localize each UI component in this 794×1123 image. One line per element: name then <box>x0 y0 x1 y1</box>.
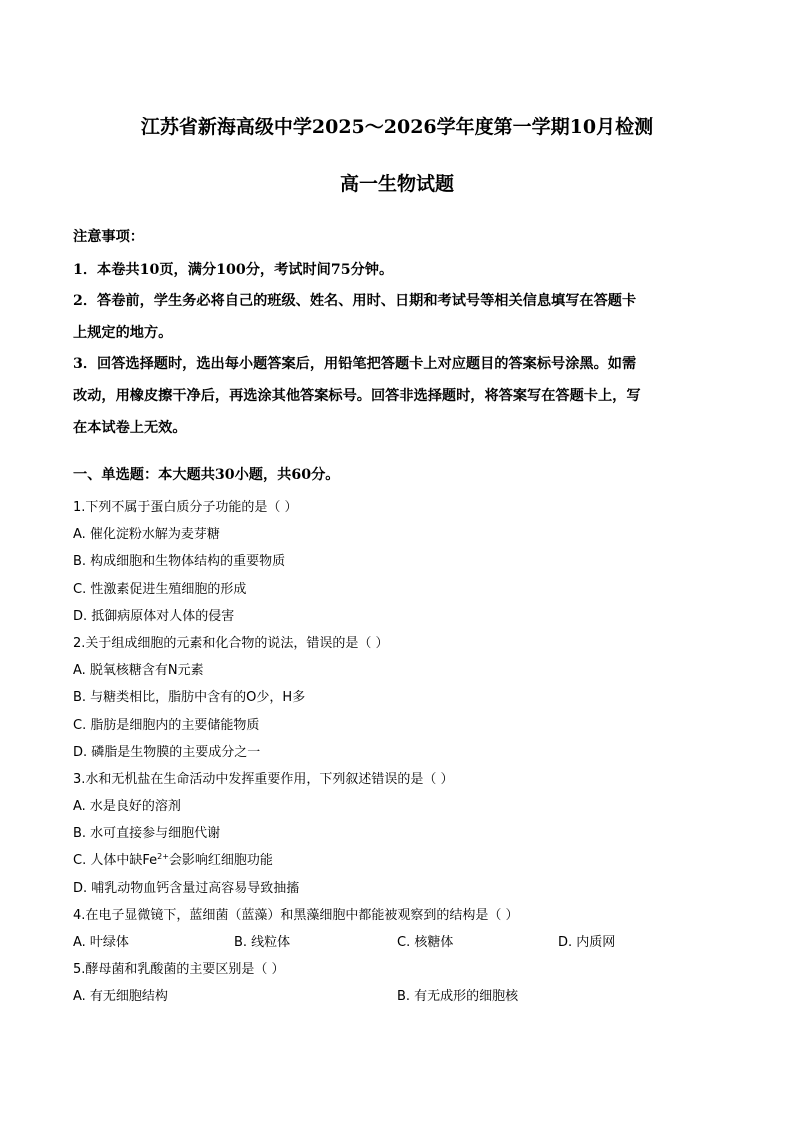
option-c: C. 脂肪是细胞内的主要储能物质 <box>73 717 260 733</box>
option-a: A. 催化淀粉水解为麦芽糖 <box>73 527 220 543</box>
notice-item: 1．本卷共10页，满分100分，考试时间75分钟。 <box>73 261 394 278</box>
section-heading: 一、单选题：本大题共30小题，共60分。 <box>73 467 340 483</box>
option-b: B. 构成细胞和生物体结构的重要物质 <box>73 554 286 570</box>
option-a: A. 脱氧核糖含有N元素 <box>73 663 204 679</box>
option-b: B. 与糖类相比，脂肪中含有的O少，H多 <box>73 690 306 706</box>
option-c <box>73 847 733 874</box>
question-stem: 5.酵母菌和乳酸菌的主要区别是（ ） <box>73 962 285 978</box>
option-c: C. 核糖体 <box>397 935 454 950</box>
option-a: A. 叶绿体 <box>73 935 129 950</box>
option-d: D. 磷脂是生物膜的主要成分之一 <box>73 744 261 760</box>
ion-charge: 2+ <box>157 852 169 862</box>
option-row <box>73 929 733 956</box>
question-stem: 2.关于组成细胞的元素和化合物的说法，错误的是（ ） <box>73 635 389 651</box>
question-stem: 1.下列不属于蛋白质分子功能的是（ ） <box>73 500 298 515</box>
notice-item: 上规定的地方。 <box>73 324 173 341</box>
option-b: B. 水可直接参与细胞代谢 <box>73 826 221 842</box>
exam-subtitle: 高一生物试题 <box>339 173 454 195</box>
option-d: D. 抵御病原体对人体的侵害 <box>73 608 235 624</box>
question-stem: 3.水和无机盐在生命活动中发挥重要作用，下列叙述错误的是（ ） <box>73 771 454 787</box>
notice-heading: 注意事项： <box>73 229 144 245</box>
notice-item: 3．回答选择题时，选出每小题答案后，用铅笔把答题卡上对应题目的答案标号涂黑。如需 <box>73 356 637 373</box>
exam-title: 江苏省新海高级中学2025～2026学年度第一学期10月检测 <box>140 116 654 138</box>
option-c: C. 性激素促进生殖细胞的形成 <box>73 581 247 597</box>
option-b: B. 有无成形的细胞核 <box>397 989 519 1005</box>
notice-item: 在本试卷上无效。 <box>73 419 187 436</box>
option-c-text: C. 人体中缺Fe <box>73 853 158 869</box>
question-stem: 4.在电子显微镜下，蓝细菌（蓝藻）和黑藻细胞中都能被观察到的结构是（ ） <box>73 907 519 923</box>
notice-item: 2．答卷前，学生务必将自己的班级、姓名、用时、日期和考试号等相关信息填写在答题卡 <box>73 293 637 310</box>
option-d: D. 哺乳动物血钙含量过高容易导致抽搐 <box>73 880 300 896</box>
option-d: D. 内质网 <box>558 935 616 950</box>
option-a: A. 有无细胞结构 <box>73 989 168 1005</box>
option-a: A. 水是良好的溶剂 <box>73 799 181 815</box>
option-c-text: 会影响红细胞功能 <box>168 853 273 869</box>
question-list <box>73 494 733 1011</box>
option-row <box>73 983 733 1010</box>
notice-item: 改动，用橡皮擦干净后，再选涂其他答案标号。回答非选择题时，将答案写在答题卡上，写 <box>73 387 641 404</box>
notice-block <box>73 222 723 444</box>
option-b: B. 线粒体 <box>234 935 291 950</box>
